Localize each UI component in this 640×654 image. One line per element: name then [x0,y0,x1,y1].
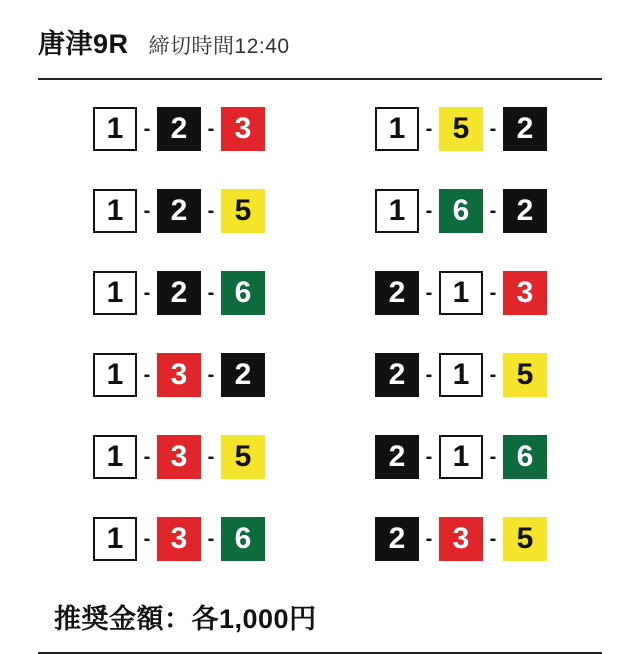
racer-number-box: 1 [439,271,483,315]
racer-number-box: 1 [93,435,137,479]
racer-number-box: 3 [157,353,201,397]
combination-grid [38,80,602,580]
bet-combination[interactable] [38,170,320,252]
combination-separator: - [489,281,497,304]
racer-number-box: 1 [439,435,483,479]
bet-combination[interactable] [38,252,320,334]
bet-combination[interactable] [320,88,602,170]
bet-combination[interactable] [38,88,320,170]
combination-separator: - [207,527,215,550]
combination-separator: - [207,281,215,304]
combination-separator: - [489,527,497,550]
combination-separator: - [425,199,433,222]
combination-separator: - [489,117,497,140]
racer-number-box: 3 [221,107,265,151]
racer-number-box: 3 [157,435,201,479]
race-title: 唐津9R [38,29,129,59]
bet-combination[interactable] [38,334,320,416]
bet-combination[interactable] [320,416,602,498]
racer-number-box: 2 [157,189,201,233]
racer-number-box: 6 [503,435,547,479]
combination-separator: - [489,199,497,222]
racer-number-box: 3 [157,517,201,561]
racer-number-box: 5 [221,189,265,233]
combination-separator: - [425,117,433,140]
racer-number-box: 2 [375,435,419,479]
racer-number-box: 1 [375,189,419,233]
racer-number-box: 2 [157,107,201,151]
racer-number-box: 1 [93,271,137,315]
racer-number-box: 6 [221,271,265,315]
racer-number-box: 3 [439,517,483,561]
bet-combination[interactable] [320,252,602,334]
racer-number-box: 2 [221,353,265,397]
racer-number-box: 1 [93,189,137,233]
combination-separator: - [425,445,433,468]
combination-separator: - [143,281,151,304]
racer-number-box: 1 [375,107,419,151]
bet-combination[interactable] [38,498,320,580]
card-footer [38,580,602,652]
combination-separator: - [489,445,497,468]
combination-separator: - [207,445,215,468]
racer-number-box: 1 [439,353,483,397]
combination-separator: - [207,363,215,386]
bet-combination[interactable] [320,170,602,252]
racer-number-box: 5 [221,435,265,479]
racer-number-box: 6 [221,517,265,561]
racer-number-box: 1 [93,107,137,151]
racer-number-box: 5 [503,353,547,397]
racer-number-box: 2 [503,189,547,233]
bet-combination[interactable] [38,416,320,498]
combination-separator: - [143,199,151,222]
racer-number-box: 2 [157,271,201,315]
racer-number-box: 5 [439,107,483,151]
deadline-time: 締切時間12:40 [148,35,290,58]
racer-number-box: 2 [503,107,547,151]
racer-number-box: 1 [93,517,137,561]
combination-separator: - [425,281,433,304]
racer-number-box: 2 [375,353,419,397]
recommended-amount: 推奨金額：各1,000円 [54,603,317,634]
combination-separator: - [143,117,151,140]
racer-number-box: 3 [503,271,547,315]
combination-separator: - [425,363,433,386]
combination-separator: - [143,527,151,550]
racer-number-box: 1 [93,353,137,397]
racer-number-box: 6 [439,189,483,233]
combination-separator: - [425,527,433,550]
racer-number-box: 2 [375,517,419,561]
combination-separator: - [143,445,151,468]
combination-separator: - [143,363,151,386]
racer-number-box: 5 [503,517,547,561]
combination-separator: - [207,199,215,222]
combination-separator: - [489,363,497,386]
racer-number-box: 2 [375,271,419,315]
bet-combination[interactable] [320,334,602,416]
bet-combination[interactable] [320,498,602,580]
combination-separator: - [207,117,215,140]
card-header [38,0,602,78]
